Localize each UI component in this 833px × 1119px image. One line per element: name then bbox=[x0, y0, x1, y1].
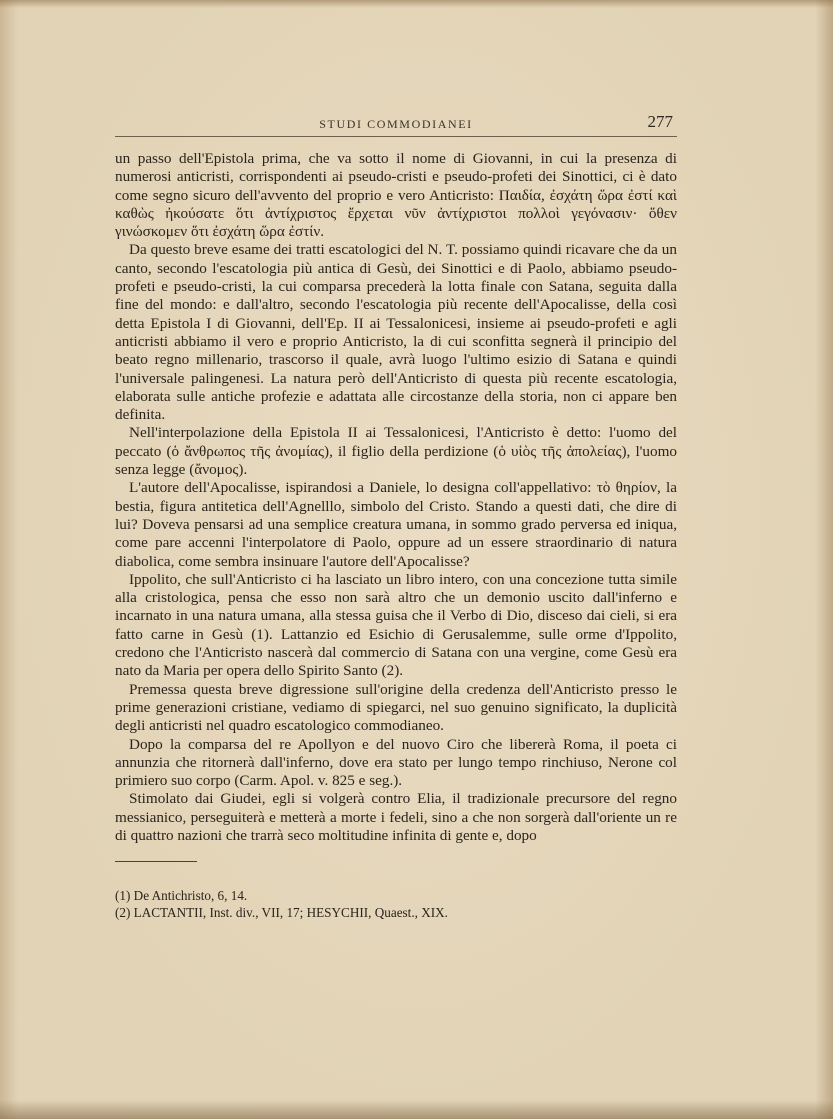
body-text bbox=[115, 150, 677, 845]
page-header bbox=[115, 112, 677, 134]
footnote: (2) LACTANTII, Inst. div., VII, 17; HESYCHII, Quaest., XIX. bbox=[115, 904, 448, 920]
paragraph: Da questo breve esame dei tratti escatologici del N. T. possiamo quindi ricavare che da un canto, secondo l'escatologia più antica di Gesù, dei Sinottici e di Paolo, abbiamo pseudo-profeti e pseudo-cristi, la cui comparsa precederà la lotta finale con Satana, seguita dalla fine del mondo: e dall'altro, secondo l'escatologia più recente dell'Apocalisse, della così detta Epistola I di Giovanni, dell'Ep. II ai Tessalonicesi, insieme ai pseudo-profeti e agli anticristi abbiamo il vero e proprio Anticristo, la di cui sconfitta segnerà il principio del beato regno millenario, trascorso il quale, avrà luogo l'ultimo esizio di Satana e quindi l'universale palingenesi. La natura però dell'Anticristo di questa più recente escatologia, elaborata sulle antiche profezie e adattata alle circostanze della storia, non ci appare ben definita. bbox=[115, 241, 677, 424]
footnote: (1) De Antichristo, 6, 14. bbox=[115, 888, 248, 903]
paragraph: Stimolato dai Giudei, egli si volgerà contro Elia, il tradizionale precursore del regno messianico, perseguiterà e metterà a morte i fedeli, sino a che non sorgerà dall'oriente un re di quattro nazioni che trarrà seco moltitudine infinita di gente e, dopo bbox=[115, 790, 677, 844]
paragraph: un passo dell'Epistola prima, che va sotto il nome di Giovanni, in cui la presenza di numerosi anticristi, corrispondenti ai pseudo-cristi e pseudo-profeti dei Sinottici, ci è dato come segno sicuro dell'avvento del proprio e vero Anticristo: Παιδία, ἐσχάτη ὥρα ἐστί καὶ καθὼς ἠκούσατε ὅτι ἀντίχριστος ἔρχεται νῦν ἀντίχριστοι πολλοὶ γεγόνασιν· ὅθεν γινώσκομεν ὅτι ἐσχάτη ὥρα ἐστίν. bbox=[115, 150, 677, 241]
footnotes bbox=[115, 888, 677, 921]
paragraph: Dopo la comparsa del re Apollyon e del nuovo Ciro che libererà Roma, il poeta ci annunzia che ritornerà dall'inferno, dove era stato per lungo tempo rinchiuso, Nerone col primiero suo corpo (Carm. Apol. v. 825 e seg.). bbox=[115, 735, 677, 790]
page-bottom-edge bbox=[0, 1100, 833, 1119]
paragraph: Ippolito, che sull'Anticristo ci ha lasciato un libro intero, con una concezione tutta simile alla cristologica, pensa che esso non sarà altro che un demonio uscito dall'inferno e incarnato in una natura umana, alla stessa guisa che il Verbo di Dio, disceso dai cieli, si era fatto carne in Gesù (1). Lattanzio ed Esichio di Gerusalemme, sulle orme d'Ippolito, credono che l'Anticristo nascerà dal commercio di Satana con una vergine, come Gesù era nato da Maria per opera dello Spirito Santo (2). bbox=[115, 570, 677, 680]
page-number: 277 bbox=[647, 112, 673, 131]
paragraph: Premessa questa breve digressione sull'origine della credenza dell'Anticristo presso le prime generazioni cristiane, vediamo di spiegarci, nel suo genuino significato, la duplicità degli anticristi nel quadro escatologico commodianeo. bbox=[115, 680, 677, 735]
running-head: STUDI COMMODIANEI bbox=[319, 117, 473, 131]
paragraph: L'autore dell'Apocalisse, ispirandosi a Daniele, lo designa coll'appellativo: τὸ θηρίον, la bestia, figura antitetica dell'Agnelllo, simbolo del Cristo. Stando a questi dati, che dire di lui? Doveva pensarsi ad una semplice creatura umana, in sommo grado perversa ed iniqua, come pare accenni l'interpolatore di Paolo, oppure ad un essere straordinario di natura diabolica, come sembra insinuare l'autore dell'Apocalisse? bbox=[115, 479, 677, 570]
paragraph: Nell'interpolazione della Epistola II ai Tessalonicesi, l'Anticristo è detto: l'uomo del peccato (ὁ ἄνθρωπος τῆς ἀνομίας), il figlio della perdizione (ὁ υἱὸς τῆς ἀπολείας), l'uomo senza legge (ἄνομος). bbox=[115, 424, 677, 479]
header-rule bbox=[115, 136, 677, 137]
footnote-rule bbox=[115, 861, 197, 862]
page-top-edge bbox=[0, 0, 833, 8]
